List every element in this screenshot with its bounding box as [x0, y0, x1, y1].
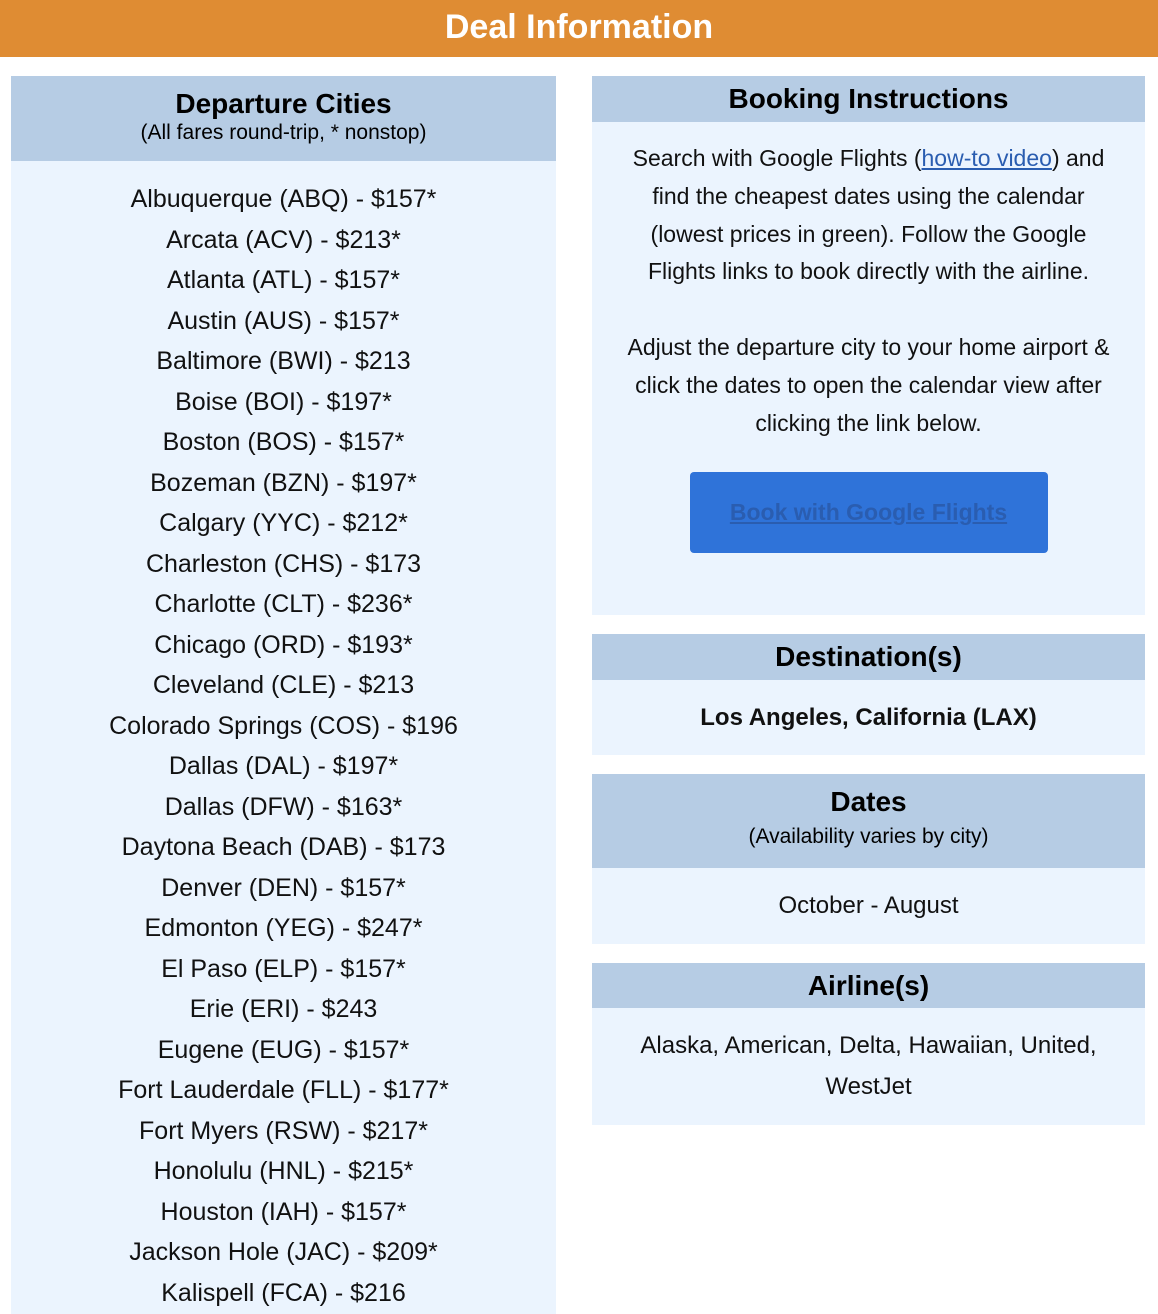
destination-header	[592, 634, 1145, 680]
departure-city-item: Baltimore (BWI) - $213	[156, 347, 411, 375]
departure-city-item: Bozeman (BZN) - $197*	[150, 468, 417, 497]
booking-instructions-title: Booking Instructions	[728, 83, 1009, 114]
departure-city-item: El Paso (ELP) - $157*	[161, 954, 406, 983]
departure-city-list	[11, 161, 556, 1313]
departure-city-item: Cleveland (CLE) - $213	[152, 671, 415, 699]
airlines-panel	[592, 963, 1145, 1125]
page-title: Deal Information	[444, 8, 714, 46]
airlines-title: Airline(s)	[807, 970, 930, 1001]
booking-instructions-panel	[592, 76, 1145, 615]
dates-title: Dates	[830, 786, 907, 817]
departure-city-item: Daytona Beach (DAB) - $173	[121, 833, 446, 861]
book-with-google-flights-button[interactable]: Book with Google Flights	[690, 472, 1048, 553]
departure-city-item: Dallas (DAL) - $197*	[168, 752, 399, 780]
departure-city-item: Colorado Springs (COS) - $196	[109, 711, 458, 740]
destination-value: Los Angeles, California (LAX)	[700, 704, 1037, 731]
departure-city-item: Dallas (DFW) - $163*	[164, 792, 403, 821]
dates-header	[592, 774, 1145, 868]
departure-city-item: Honolulu (HNL) - $215*	[153, 1157, 414, 1185]
dates-panel	[592, 774, 1145, 944]
booking-instructions-header	[592, 76, 1145, 122]
departure-city-item: Albuquerque (ABQ) - $157*	[130, 185, 437, 213]
how-to-video-link[interactable]: how-to video	[921, 145, 1052, 171]
departure-city-item: Erie (ERI) - $243	[189, 995, 378, 1023]
airlines-header	[592, 963, 1145, 1008]
adjust-city-paragraph: Adjust the departure city to your home airport & click the dates to open the calendar view after clicking the link below.	[627, 333, 1110, 436]
dates-value: October - August	[778, 892, 959, 919]
departure-city-item: Charleston (CHS) - $173	[145, 549, 422, 578]
departure-city-item: Boise (BOI) - $197*	[175, 387, 392, 416]
departure-city-item: Arcata (ACV) - $213*	[166, 225, 401, 254]
departure-cities-subtitle: (All fares round-trip, * nonstop)	[140, 121, 427, 144]
departure-city-item: Kalispell (FCA) - $216	[161, 1278, 406, 1307]
departure-cities-title: Departure Cities	[175, 88, 392, 119]
departure-city-item: Boston (BOS) - $157*	[162, 428, 405, 456]
booking-instructions-paragraph	[626, 140, 1111, 291]
destination-panel	[592, 634, 1145, 755]
departure-city-item: Austin (AUS) - $157*	[167, 306, 400, 335]
departure-cities-panel	[11, 76, 556, 1314]
departure-city-item: Eugene (EUG) - $157*	[157, 1035, 410, 1064]
departure-city-item: Atlanta (ATL) - $157*	[167, 266, 400, 294]
departure-city-item: Chicago (ORD) - $193*	[154, 630, 413, 659]
departure-city-item: Calgary (YYC) - $212*	[159, 509, 408, 537]
instructions-text-rest: ) and find the cheapest dates using the calendar (lowest prices in green). Follow the Google Flights links to book directly with the airline.	[647, 145, 1105, 285]
destination-title: Destination(s)	[775, 641, 962, 672]
departure-city-item: Charlotte (CLT) - $236*	[154, 590, 413, 618]
departure-city-item: Houston (IAH) - $157*	[160, 1197, 407, 1226]
departure-city-item: Fort Myers (RSW) - $217*	[139, 1116, 428, 1145]
departure-city-item: Edmonton (YEG) - $247*	[144, 914, 423, 942]
instructions-text-lead: Search with Google Flights (	[632, 145, 922, 171]
booking-instructions-body	[592, 122, 1145, 553]
dates-subtitle: (Availability varies by city)	[748, 825, 989, 848]
airlines-value: Alaska, American, Delta, Hawaiian, United, WestJet	[640, 1032, 1097, 1100]
departure-city-item: Fort Lauderdale (FLL) - $177*	[118, 1076, 449, 1104]
departure-city-item: Denver (DEN) - $157*	[161, 873, 406, 902]
deal-information-banner	[0, 0, 1158, 57]
departure-city-item: Jackson Hole (JAC) - $209*	[129, 1238, 438, 1266]
departure-cities-header	[11, 76, 556, 161]
